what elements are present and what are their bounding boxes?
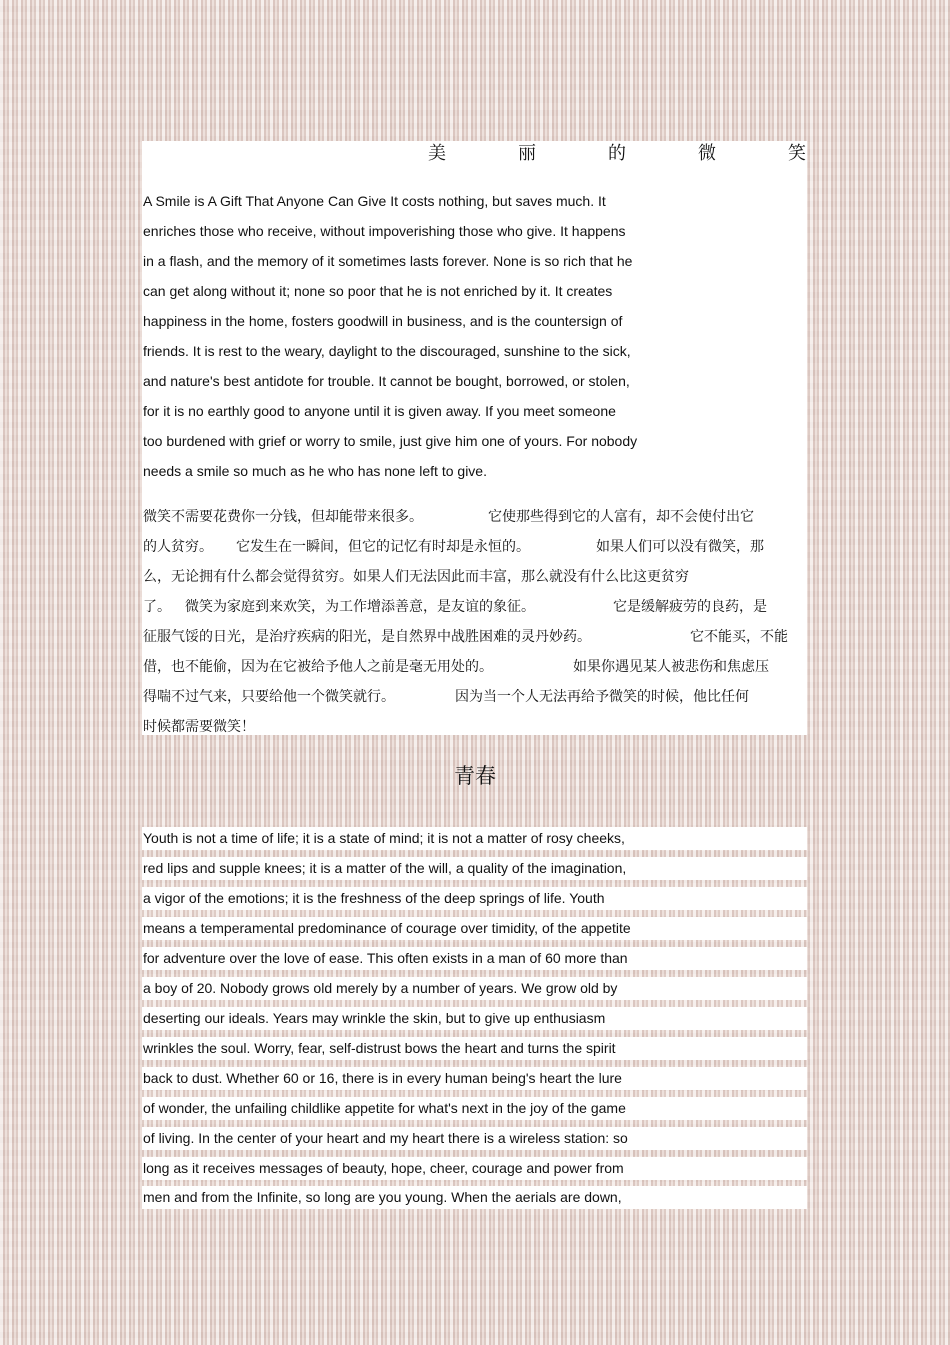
chinese-sentence: 如果你遇见某人被悲伤和焦虑压 bbox=[573, 659, 769, 675]
english-paragraph-line: happiness in the home, fosters goodwill in business, and is the countersign of bbox=[143, 313, 623, 329]
chinese-sentence: 微笑为家庭到来欢笑，为工作增添善意，是友谊的象征。 bbox=[185, 599, 535, 615]
youth-text-line: red lips and supple knees; it is a matter of the will, a quality of the imagination, bbox=[142, 857, 807, 880]
title-char: 笑 bbox=[788, 143, 806, 164]
english-paragraph-line: in a flash, and the memory of it sometimes lasts forever. None is so rich that he bbox=[143, 253, 633, 269]
youth-text-line: back to dust. Whether 60 or 16, there is in every human being's heart the lure bbox=[142, 1067, 807, 1090]
chinese-sentence: 如果人们可以没有微笑，那 bbox=[596, 539, 764, 555]
chinese-sentence: 了。 bbox=[143, 599, 171, 615]
youth-text-line: deserting our ideals. Years may wrinkle the skin, but to give up enthusiasm bbox=[142, 1007, 807, 1030]
youth-text-line: Youth is not a time of life; it is a state of mind; it is not a matter of rosy cheeks, bbox=[142, 827, 807, 850]
youth-text-line: means a temperamental predominance of courage over timidity, of the appetite bbox=[142, 917, 807, 940]
chinese-sentence: 它不能买，不能 bbox=[690, 629, 788, 645]
chinese-sentence: 因为当一个人无法再给予微笑的时候，他比任何 bbox=[455, 689, 749, 705]
chinese-sentence: 微笑不需要花费你一分钱，但却能带来很多。 bbox=[143, 509, 423, 525]
title-char: 的 bbox=[608, 143, 626, 164]
youth-text-line: of living. In the center of your heart and my heart there is a wireless station: so bbox=[142, 1127, 807, 1150]
english-paragraph-line: needs a smile so much as he who has none left to give. bbox=[143, 463, 487, 479]
title-char: 丽 bbox=[518, 143, 536, 164]
youth-text-line: wrinkles the soul. Worry, fear, self-distrust bows the heart and turns the spirit bbox=[142, 1037, 807, 1060]
english-paragraph-line: too burdened with grief or worry to smile, just give him one of yours. For nobody bbox=[143, 433, 638, 449]
english-paragraph-line: friends. It is rest to the weary, daylight to the discouraged, sunshine to the sick, bbox=[143, 343, 631, 359]
chinese-sentence: 时候都需要微笑！ bbox=[143, 719, 255, 735]
youth-text-line: long as it receives messages of beauty, hope, cheer, courage and power from bbox=[142, 1157, 807, 1180]
chinese-sentence: 它使那些得到它的人富有，却不会使付出它 bbox=[488, 509, 754, 525]
smile-article-title bbox=[428, 143, 806, 165]
chinese-sentence: 它是缓解疲劳的良药，是 bbox=[613, 599, 767, 615]
youth-text-line: a boy of 20. Nobody grows old merely by a number of years. We grow old by bbox=[142, 977, 807, 1000]
title-char: 美 bbox=[428, 143, 446, 164]
youth-text-line: a vigor of the emotions; it is the freshness of the deep springs of life. Youth bbox=[142, 887, 807, 910]
youth-text-line: men and from the Infinite, so long are you young. When the aerials are down, bbox=[142, 1186, 807, 1209]
chinese-sentence: 的人贫穷。 bbox=[143, 539, 213, 555]
chinese-sentence: 么，无论拥有什么都会觉得贫穷。如果人们无法因此而丰富，那么就没有什么比这更贫穷 bbox=[143, 569, 689, 585]
english-paragraph-line: and nature's best antidote for trouble. It cannot be bought, borrowed, or stolen, bbox=[143, 373, 630, 389]
english-paragraph-line: enriches those who receive, without impoverishing those who give. It happens bbox=[143, 223, 626, 239]
chinese-sentence: 征服气馁的日光，是治疗疾病的阳光，是自然界中战胜困难的灵丹妙药。 bbox=[143, 629, 591, 645]
english-paragraph-line: can get along without it; none so poor that he is not enriched by it. It creates bbox=[143, 283, 613, 299]
title-char: 微 bbox=[698, 143, 716, 164]
chinese-sentence: 借，也不能偷，因为在它被给予他人之前是毫无用处的。 bbox=[143, 659, 493, 675]
smile-article-panel bbox=[142, 141, 807, 735]
chinese-sentence: 得喘不过气来，只要给他一个微笑就行。 bbox=[143, 689, 395, 705]
english-paragraph-line: for it is no earthly good to anyone until it is given away. If you meet someone bbox=[143, 403, 616, 419]
english-paragraph-line: A Smile is A Gift That Anyone Can Give It costs nothing, but saves much. It bbox=[143, 193, 606, 209]
youth-text-line: for adventure over the love of ease. This often exists in a man of 60 more than bbox=[142, 947, 807, 970]
chinese-sentence: 它发生在一瞬间，但它的记忆有时却是永恒的。 bbox=[236, 539, 530, 555]
youth-text-line: of wonder, the unfailing childlike appetite for what's next in the joy of the game bbox=[142, 1097, 807, 1120]
youth-article-title: 青春 bbox=[454, 764, 496, 788]
